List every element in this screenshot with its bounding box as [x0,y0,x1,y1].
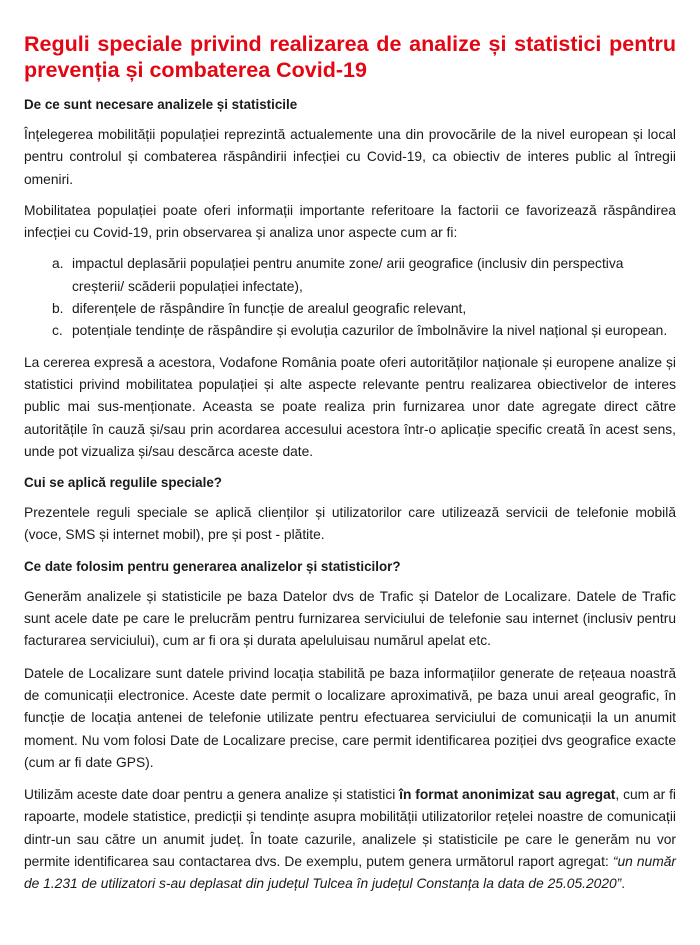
usage-text-end: . [621,876,626,892]
paragraph-vodafone-offer: La cererea expresă a acestora, Vodafone România poate oferi autorităților naționale și europene analize și statistici privind mobilitatea populației și alte aspecte relevante pentru realizarea obiectivelor de interes public mai sus-menționate. Aceasta se poate realiza prin furnizarea unor date agregate direct către autoritățile în cauză și/sau prin acordarea accesului acestora într-o aplicație specific creată în acest sens, unde pot vizualiza și/sau descărca aceste date. [24,354,676,459]
paragraph-applicability: Prezentele reguli speciale se aplică clienților și utilizatorilor care utilizează servicii de telefonie mobilă (voce, SMS și internet mobil), pre și post - plătite. [24,505,676,543]
usage-text-emphasis: în format anonimizat sau agregat [399,787,616,803]
paragraph-mobility-challenge: Înțelegerea mobilității populației reprezintă actualemente una din provocările de la nivel european și local pentru controlul și combaterea răspândirii infecției cu Covid-19, ca obiectiv de interes public al întregii omeniri. [24,127,676,187]
paragraph-usage [24,784,676,895]
list-marker: a. [52,256,64,272]
list-item [24,320,676,342]
aspects-list [24,253,676,342]
section-heading-data: Ce date folosim pentru generarea analizelor și statisticilor? [24,558,401,574]
list-item-text: potențiale tendințe de răspândire și evoluția cazurilor de îmbolnăvire la nivel național și european. [72,323,668,339]
list-item [24,253,676,298]
section-heading-why: De ce sunt necesare analizele și statisticile [24,97,298,112]
usage-text-start: Utilizăm aceste date doar pentru a genera analize și statistici [24,787,400,803]
usage-text-middle: , cum ar fi rapoarte, modele statistice, predicții și tendințe asupra mobilității utilizatorilor rețelei noastre de comunicații dintr-un sau către un anumit județ. În toate cazurile, analizele și statisticile pe care le generăm nu vor permite identificarea sau contactarea dvs. De exemplu, putem genera următorul raport agregat: [24,787,676,870]
list-marker: c. [52,323,63,339]
example-quote: “un număr de 1.231 de utilizatori s-au deplasat din județul Tulcea în județul Constanța la data de 25.05.2020” [24,854,676,892]
list-item-text: impactul deplasării populației pentru anumite zone/ arii geografice (inclusiv din perspectiva creșterii/ scăderii populației infectate), [72,256,624,294]
list-item [24,298,676,320]
list-item-text: diferențele de răspândire în funcție de arealul geografic relevant, [72,301,467,317]
paragraph-mobility-info: Mobilitatea populației poate oferi informații importante referitoare la factorii ce favorizează răspândirea infecției cu Covid-19, prin observarea și analiza unor aspecte cum ar fi: [24,202,676,241]
page-title: Reguli speciale privind realizarea de analize și statistici pentru prevenția și combaterea Covid-19 [24,32,676,82]
list-marker: b. [52,301,64,317]
section-heading-who: Cui se aplică regulile speciale? [24,475,222,491]
paragraph-traffic-data: Generăm analizele și statisticile pe baza Datelor dvs de Trafic și Datelor de Localizare. Datele de Trafic sunt acele date pe care le prelucrăm pentru furnizarea serviciului de telefonie sau internet (inclusiv pentru facturarea serviciului), cum ar fi ora și durata apeluluisau numărul apelat etc. [24,588,676,649]
paragraph-location-data: Datele de Localizare sunt datele privind locația stabilită pe baza informațiilor generate de rețeaua noastră de comunicații electronice. Aceste date permit o localizare aproximativă, pe baza unui areal geografic, în funcție de locația antenei de telefonie utilizate pentru efectuarea serviciului de comunicații la un anumit moment. Nu vom folosi Date de Localizare precise, care permit identificarea poziției dvs geografice exacte (cum ar fi date GPS). [24,665,676,770]
